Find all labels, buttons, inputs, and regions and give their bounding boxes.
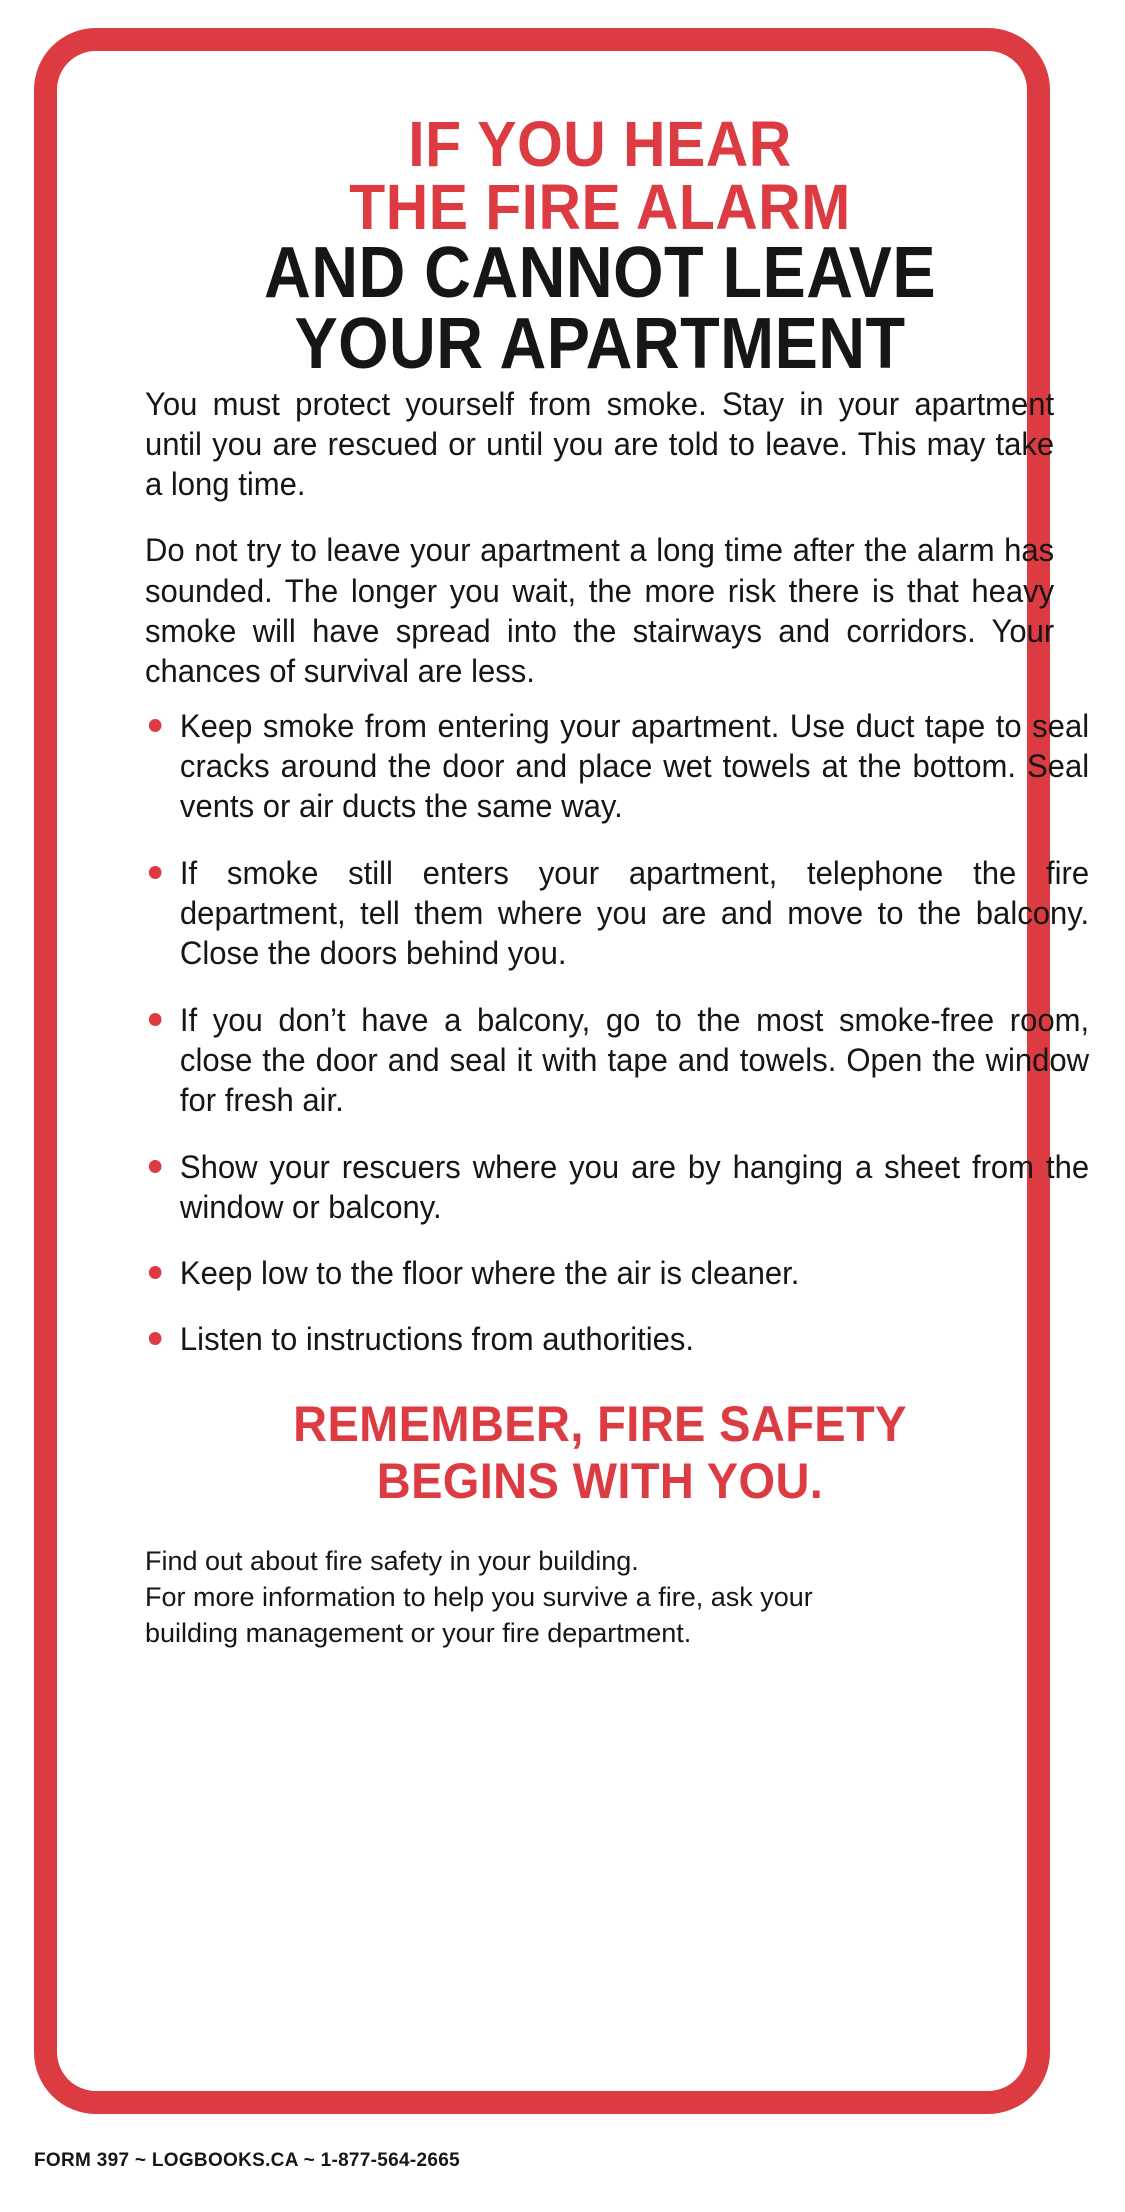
bullet-dot-icon [149,1266,162,1279]
list-item-text: If smoke still enters your apartment, telephone the fire department, tell them where you are and move to the balcony. Close the doors behind you. [179,854,1090,972]
list-item [145,1253,1089,1293]
intro-paragraph-2: Do not try to leave your apartment a long time after the alarm has sounded. The longer you wait, the more risk there is that heavy smoke will have spread into the stairways and corridors. Your chances of survival are less. [145,532,1055,690]
headline-line-3: AND CANNOT LEAVE [263,233,936,314]
bullet-dot-icon [149,1013,162,1026]
list-item [145,853,1089,974]
list-item-text: Listen to instructions from authorities. [179,1321,695,1358]
remember-slogan [145,1396,1055,1510]
instruction-list [145,706,1090,1360]
list-item-text: If you don’t have a balcony, go to the most smoke-free room, close the door and seal it with tape and towels. Open the window for fresh air. [179,1001,1090,1119]
remember-line-1: REMEMBER, FIRE SAFETY [293,1395,907,1452]
red-border-frame [34,28,1090,2114]
remember-line-2: BEGINS WITH YOU. [376,1452,824,1509]
headline-line-1: IF YOU HEAR [408,108,792,180]
list-item [145,1000,1089,1121]
list-item [145,1147,1089,1228]
footnote-line-1: Find out about fire safety in your building. [145,1545,639,1576]
footnote-line-3: building management or your fire department. [145,1617,692,1648]
bullet-dot-icon [149,1332,162,1345]
bullet-dot-icon [149,719,162,732]
headline-line-4: YOUR APARTMENT [294,303,906,384]
bullet-dot-icon [149,866,162,879]
list-item [145,1319,1089,1359]
list-item-text: Keep low to the floor where the air is cleaner. [179,1255,800,1292]
headline-line-2: THE FIRE ALARM [349,170,851,243]
list-item-text: Show your rescuers where you are by hanging a sheet from the window or balcony. [179,1148,1090,1225]
page-title [145,108,1055,384]
bullet-dot-icon [149,1160,162,1173]
sign-content [145,108,1090,1652]
list-item-text: Keep smoke from entering your apartment. Use duct tape to seal cracks around the door and place wet towels at the bottom. Seal vents or air ducts the same way. [179,707,1090,825]
intro-paragraph-1: You must protect yourself from smoke. Stay in your apartment until you are rescued or until you are told to leave. This may take a long time. [145,385,1055,503]
form-identifier: FORM 397 ~ LOGBOOKS.CA ~ 1-877-564-2665 [34,2150,460,2171]
footnote-block [145,1544,1055,1652]
list-item [145,706,1089,827]
footnote-line-2: For more information to help you survive a fire, ask your [145,1581,813,1612]
